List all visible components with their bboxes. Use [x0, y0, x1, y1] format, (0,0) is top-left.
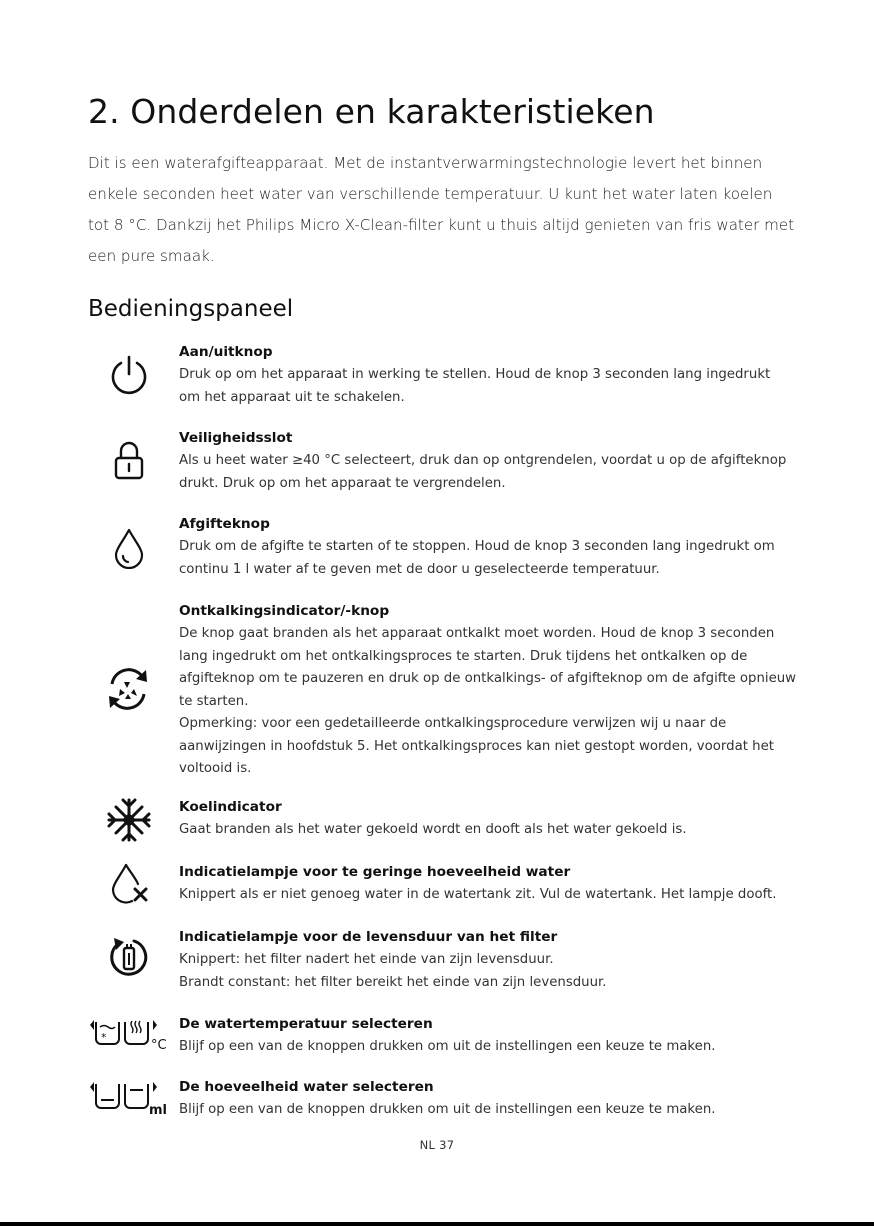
page-title: 2. Onderdelen en karakteristieken — [88, 92, 655, 131]
water-drop-icon — [113, 527, 145, 569]
page-bottom-border — [0, 1222, 874, 1226]
item-text-line: Knippert als er niet genoeg water in de watertank zit. Vul de watertank. Het lampje dooft. — [179, 887, 777, 902]
descaling-icon — [104, 666, 152, 712]
item-text-line: Knippert: het filter nadert het einde van zijn levensduur. — [179, 952, 554, 967]
item-low-water — [179, 861, 799, 907]
item-descaling — [179, 600, 799, 781]
section-title: Bedieningspaneel — [88, 296, 294, 322]
item-title: Afgifteknop — [179, 516, 270, 532]
item-text-line: continu 1 l water af te geven met de door u geselecteerde temperatuur. — [179, 561, 660, 577]
item-title: Ontkalkingsindicator/-knop — [179, 603, 390, 619]
power-icon — [107, 354, 151, 398]
item-title: Aan/uitknop — [179, 344, 273, 360]
item-text-line: voltooid is. — [179, 761, 252, 776]
item-title: Indicatielampje voor de levensduur van het filter — [179, 929, 558, 945]
svg-text:*: * — [101, 1031, 107, 1044]
item-text-line: afgifteknop om te pauzeren en druk op de ontkalkings- of afgifteknop om de afgifte opnieuw — [179, 671, 797, 686]
item-title: De hoeveelheid water selecteren — [179, 1079, 434, 1095]
item-text-line: drukt. Druk op om het apparaat te vergrendelen. — [179, 475, 506, 491]
item-text-line: Gaat branden als het water gekoeld wordt en dooft als het water gekoeld is. — [179, 822, 687, 837]
item-text-line: Blijf op een van de knoppen drukken om uit de instellingen een keuze te maken. — [179, 1102, 716, 1117]
item-power — [179, 341, 799, 409]
item-title: Koelindicator — [179, 799, 282, 815]
item-text-line: Blijf op een van de knoppen drukken om uit de instellingen een keuze te maken. — [179, 1039, 716, 1054]
item-filter-life — [179, 926, 799, 994]
item-text-line: Opmerking: voor een gedetailleerde ontkalkingsprocedure verwijzen wij u naar de — [179, 716, 727, 731]
item-volume-select — [179, 1076, 799, 1122]
item-text-line: Brandt constant: het filter bereikt het einde van zijn levensduur. — [179, 974, 607, 990]
temperature-select-icon — [87, 1017, 175, 1057]
intro-paragraph: Dit is een waterafgifteapparaat. Met de instantverwarmingstechnologie levert het binnen enkele seconden heet water van verschillende temperatuur. U kunt het water laten koelen tot 8 °C. Dankzij het Philips Micro X-Clean-filter kunt u thuis altijd genieten van fris water met een pure smaak. — [88, 154, 795, 265]
filter-life-icon — [106, 934, 152, 980]
temperature-unit-label: °C — [151, 1038, 167, 1053]
snowflake-icon — [105, 796, 153, 844]
volume-select-icon — [87, 1081, 177, 1121]
item-text-line: aanwijzingen in hoofdstuk 5. Het ontkalkingsproces kan niet gestopt worden, voordat het — [179, 738, 774, 754]
item-text-line: om het apparaat uit te schakelen. — [179, 389, 405, 405]
item-safety-lock — [179, 427, 799, 495]
item-title: De watertemperatuur selecteren — [179, 1016, 433, 1032]
lock-icon — [111, 440, 147, 482]
item-text-line: lang ingedrukt om het ontkalkingsproces te starten. Druk tijdens het ontkalken op de — [179, 648, 748, 664]
item-title: Veiligheidsslot — [179, 430, 293, 446]
item-title: Indicatielampje voor te geringe hoeveelheid water — [179, 864, 571, 880]
volume-unit-label: ml — [149, 1103, 168, 1118]
item-temperature-select — [179, 1013, 799, 1059]
item-cooling — [179, 796, 799, 842]
item-text-line: De knop gaat branden als het apparaat ontkalkt moet worden. Houd de knop 3 seconden — [179, 626, 775, 641]
low-water-icon — [110, 862, 152, 904]
item-dispense — [179, 513, 799, 581]
page-number: NL 37 — [419, 1138, 455, 1152]
item-text-line: te starten. — [179, 693, 249, 709]
item-text-line: Druk om de afgifte te starten of te stoppen. Houd de knop 3 seconden lang ingedrukt om — [179, 539, 775, 554]
item-text-line: Als u heet water ≥40 °C selecteert, druk dan op ontgrendelen, voordat u op de afgifteknop — [179, 453, 787, 468]
item-text-line: Druk op om het apparaat in werking te stellen. Houd de knop 3 seconden lang ingedrukt — [179, 367, 771, 382]
